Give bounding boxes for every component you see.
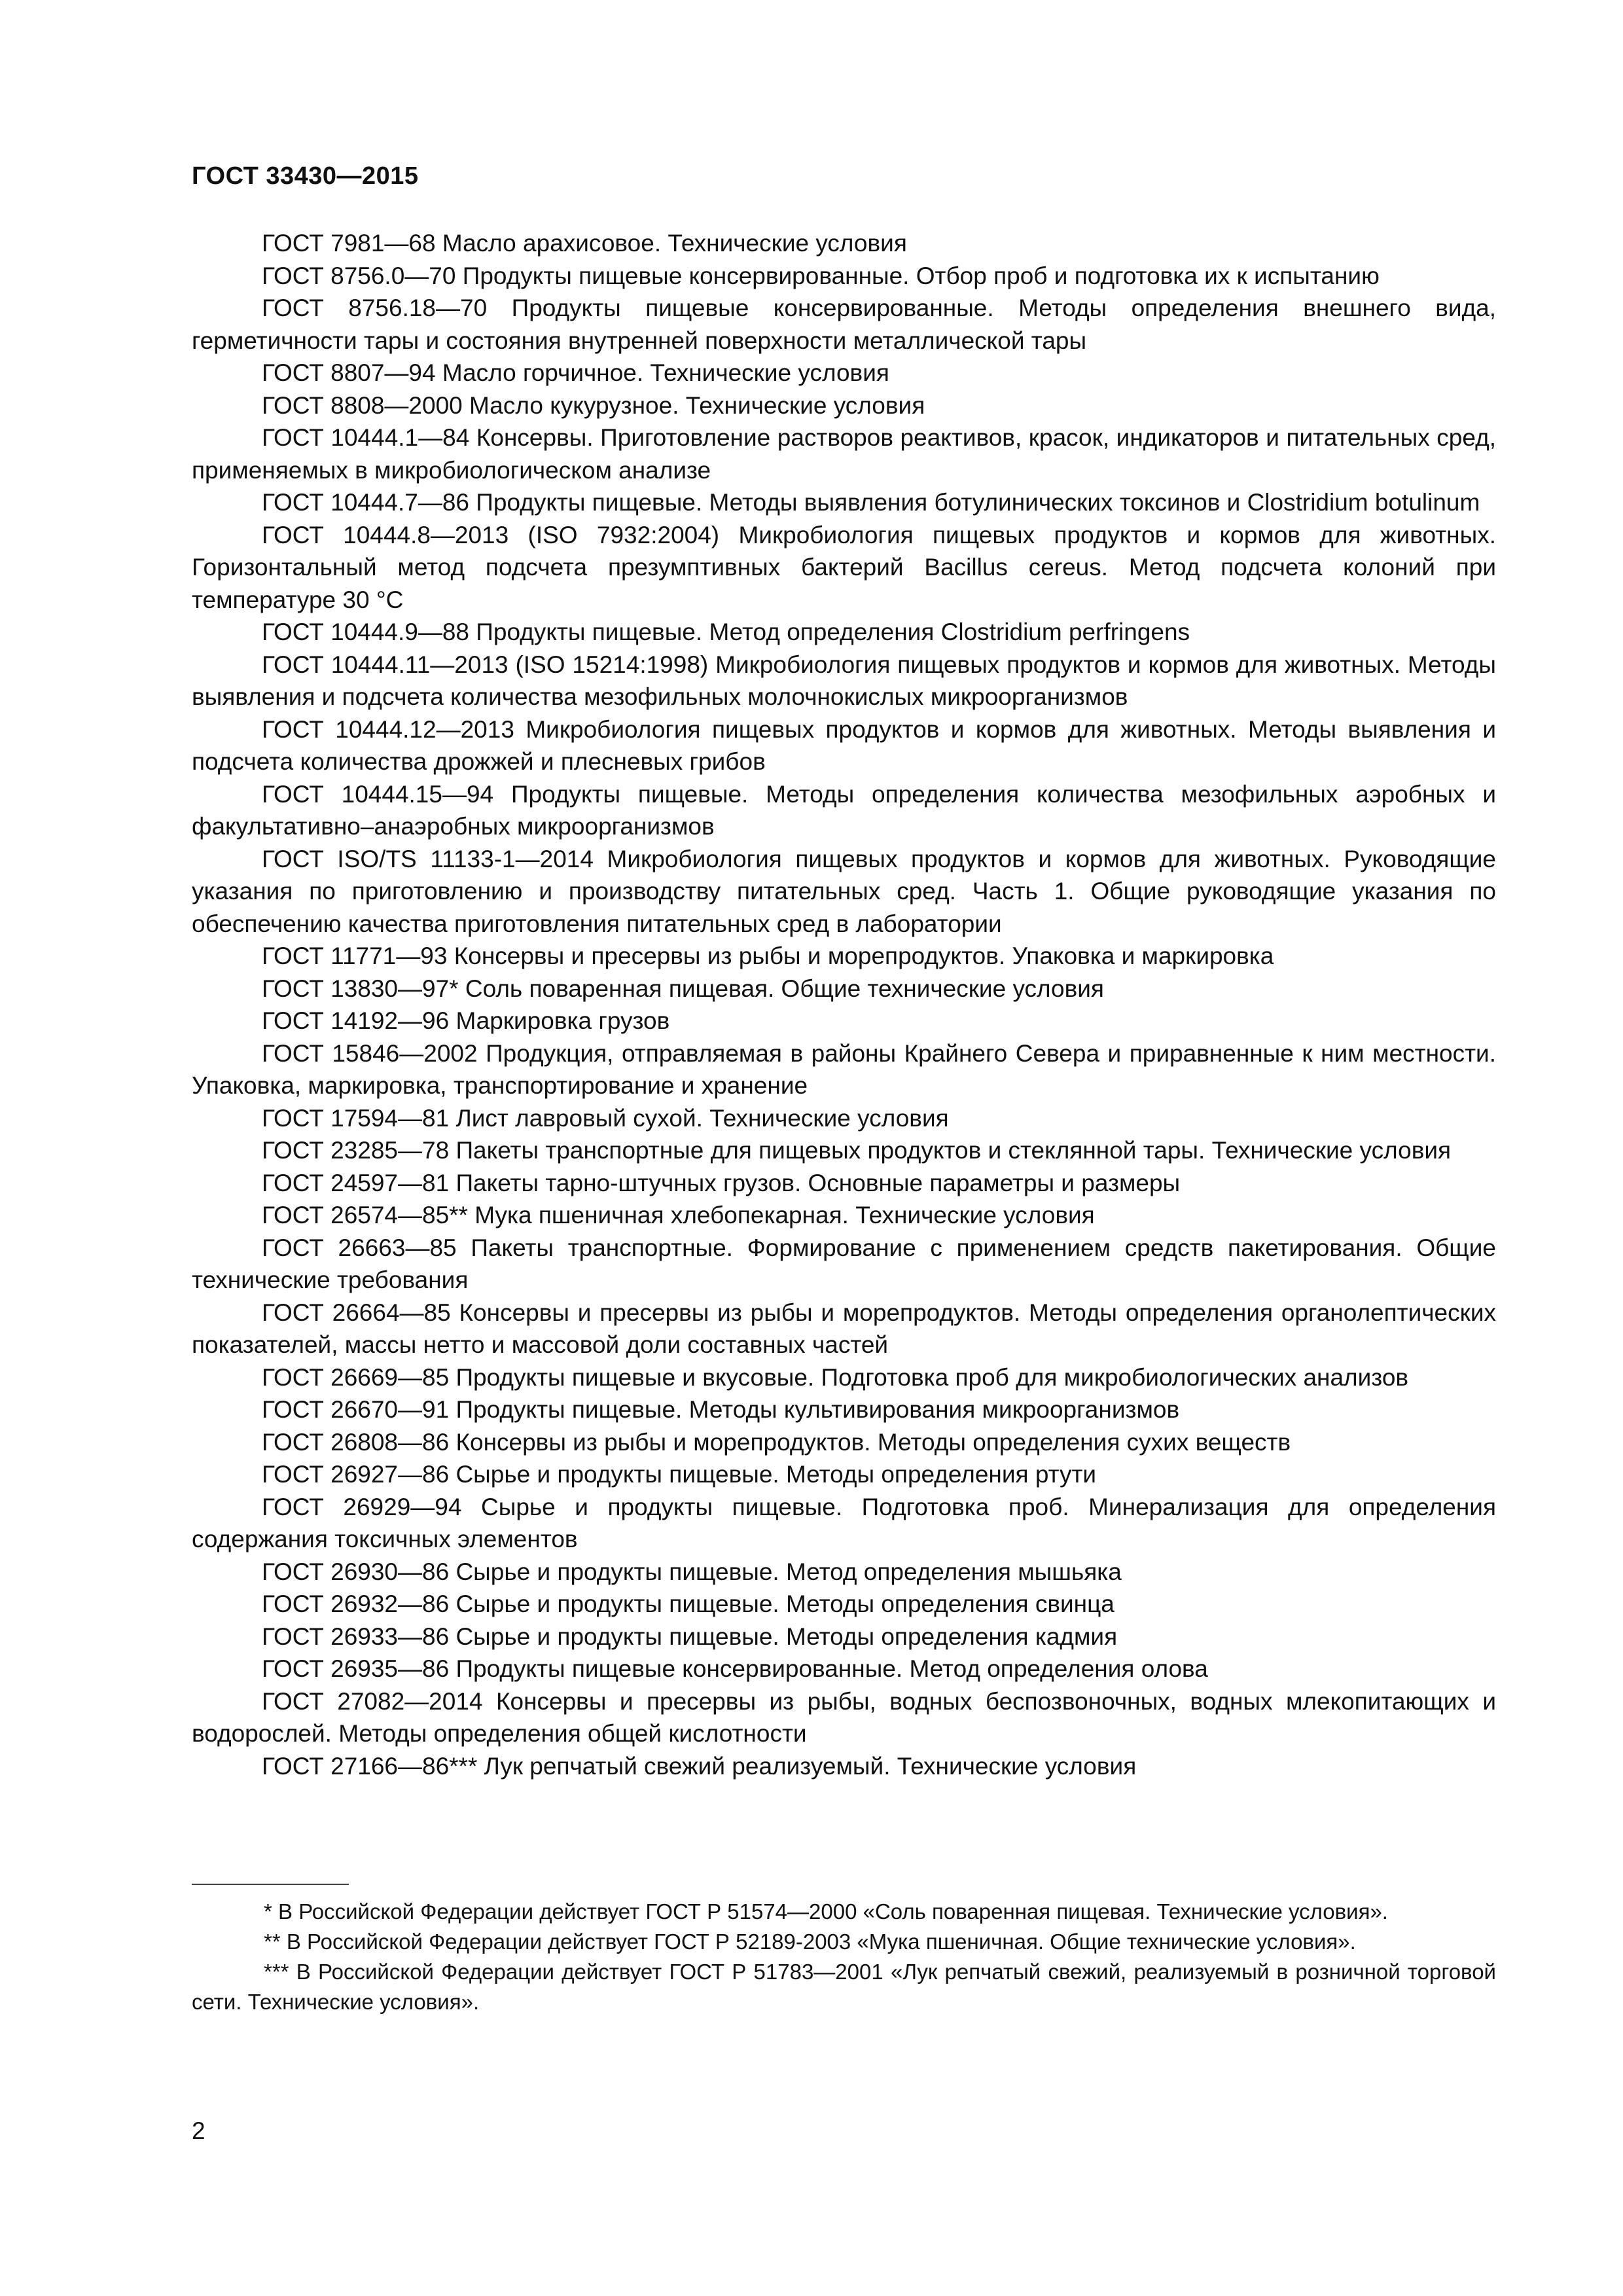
reference-entry xyxy=(192,357,1496,389)
footnote-3: *** В Российской Федерации действует ГОСТ Р 51783—2001 «Лук репчатый свежий, реализуемый в розничной торговой сети. Технические условия». xyxy=(192,1960,1496,2014)
reference-code: ГОСТ 27166—86*** xyxy=(262,1752,478,1780)
document-header: ГОСТ 33430—2015 xyxy=(192,162,419,190)
reference-entry xyxy=(192,1199,1496,1232)
reference-code: ГОСТ 26670—91 xyxy=(262,1396,450,1423)
reference-title: Продукты пищевые. Метод определения Clostridium perfringens xyxy=(476,619,1190,645)
reference-code: ГОСТ 26935—86 xyxy=(262,1655,450,1682)
reference-entry xyxy=(192,616,1496,649)
reference-code: ГОСТ 26669—85 xyxy=(262,1363,450,1391)
reference-code: ГОСТ 23285—78 xyxy=(262,1137,450,1164)
reference-code: ГОСТ 10444.1—84 xyxy=(262,424,470,451)
reference-title: Масло кукурузное. Технические условия xyxy=(469,391,925,419)
reference-title: Сырье и продукты пищевые. Методы определения ртути xyxy=(455,1461,1097,1488)
reference-code: ГОСТ 10444.8—2013 (ISO 7932:2004) xyxy=(262,521,720,548)
reference-title: Микробиология пищевых продуктов и кормов для животных. Руководящие указания по приготовлению и производству питательных сред. Часть 1. Общие руководящие указания по обеспечению качества приготовления питательных сред в лаборатории xyxy=(192,845,1497,937)
reference-code: ГОСТ 14192—96 xyxy=(262,1007,450,1034)
reference-title: Сырье и продукты пищевые. Методы определения свинца xyxy=(455,1590,1115,1617)
reference-title: Масло горчичное. Технические условия xyxy=(442,359,889,386)
reference-code: ГОСТ 8808—2000 xyxy=(262,391,463,419)
reference-title: Консервы. Приготовление растворов реактивов, красок, индикаторов и питательных сред, применяемых в микробиологическом анализе xyxy=(192,424,1497,484)
reference-title: Соль поваренная пищевая. Общие технические условия xyxy=(465,975,1104,1002)
reference-entry xyxy=(192,1232,1496,1297)
reference-code: ГОСТ 11771—93 xyxy=(262,942,448,969)
reference-code: ГОСТ 26664—85 xyxy=(262,1299,451,1326)
reference-entry xyxy=(192,1556,1496,1588)
reference-code: ГОСТ 8756.18—70 xyxy=(262,295,488,321)
reference-title: Консервы из рыбы и морепродуктов. Методы определения сухих веществ xyxy=(455,1428,1291,1456)
reference-code: ГОСТ 10444.15—94 xyxy=(262,780,494,808)
reference-entry xyxy=(192,422,1496,486)
reference-code: ГОСТ 26929—94 xyxy=(262,1493,462,1520)
reference-code: ГОСТ 26574—85** xyxy=(262,1202,468,1229)
reference-entry xyxy=(192,1037,1496,1102)
reference-entry xyxy=(192,1134,1496,1167)
reference-code: ГОСТ 24597—81 xyxy=(262,1169,450,1196)
reference-entry xyxy=(192,1653,1496,1685)
reference-code: ГОСТ 10444.7—86 xyxy=(262,489,470,516)
reference-code: ГОСТ 26933—86 xyxy=(262,1623,450,1650)
reference-entry xyxy=(192,1458,1496,1491)
reference-entry xyxy=(192,486,1496,519)
reference-entry xyxy=(192,1393,1496,1426)
reference-title: Консервы и пресервы из рыбы, водных беспозвоночных, водных млекопитающих и водорослей. Методы определения общей кислотности xyxy=(192,1687,1497,1747)
reference-entry xyxy=(192,292,1496,357)
reference-title: Микробиология пищевых продуктов и кормов для животных. Горизонтальный метод подсчета презумптивных бактерий Bacillus cereus. Метод подсчета колоний при температуре 30 °С xyxy=(192,521,1496,613)
reference-title: Мука пшеничная хлебопекарная. Технические условия xyxy=(474,1202,1095,1229)
footnote-divider xyxy=(192,1884,349,1885)
reference-entry xyxy=(192,778,1496,843)
reference-entry xyxy=(192,713,1496,778)
reference-title: Маркировка грузов xyxy=(455,1007,670,1034)
reference-code: ГОСТ 8807—94 xyxy=(262,359,436,386)
footnotes xyxy=(192,1897,1496,2017)
reference-title: Продукты пищевые консервированные. Отбор проб и подготовка их к испытанию xyxy=(462,262,1380,289)
reference-title: Сырье и продукты пищевые. Метод определения мышьяка xyxy=(455,1558,1122,1585)
reference-code: ГОСТ 17594—81 xyxy=(262,1104,450,1132)
page-number: 2 xyxy=(192,2117,205,2144)
reference-entry xyxy=(192,260,1496,293)
reference-entry xyxy=(192,843,1496,941)
reference-entry xyxy=(192,1588,1496,1621)
reference-entry xyxy=(192,1685,1496,1750)
reference-entry xyxy=(192,973,1496,1005)
reference-title: Консервы и пресервы из рыбы и морепродуктов. Методы определения органолептических показателей, массы нетто и массовой доли составных частей xyxy=(192,1299,1496,1358)
reference-code: ГОСТ 15846—2002 xyxy=(262,1039,478,1067)
reference-code: ГОСТ 27082—2014 xyxy=(262,1687,483,1715)
reference-code: ГОСТ ISO/TS 11133-1—2014 xyxy=(262,845,594,872)
reference-title: Продукты пищевые. Методы определения количества мезофильных аэробных и факультативно–анаэробных микроорганизмов xyxy=(192,780,1496,840)
reference-title: Сырье и продукты пищевые. Методы определения кадмия xyxy=(455,1623,1118,1650)
reference-code: ГОСТ 26808—86 xyxy=(262,1428,450,1456)
reference-title: Продукция, отправляемая в районы Крайнего Севера и приравненные к ним местности. Упаковка, маркировка, транспортирование и хранение xyxy=(192,1039,1497,1099)
reference-code: ГОСТ 26930—86 xyxy=(262,1558,450,1585)
reference-code: ГОСТ 7981—68 xyxy=(262,230,436,257)
reference-code: ГОСТ 10444.12—2013 xyxy=(262,715,514,743)
normative-references-list xyxy=(192,227,1496,1782)
reference-title: Пакеты транспортные. Формирование с применением средств пакетирования. Общие технические требования xyxy=(192,1234,1496,1293)
reference-title: Продукты пищевые и вкусовые. Подготовка проб для микробиологических анализов xyxy=(455,1363,1409,1391)
reference-title: Микробиология пищевых продуктов и кормов для животных. Методы выявления и подсчета количества дрожжей и плесневых грибов xyxy=(192,715,1496,775)
reference-title: Микробиология пищевых продуктов и кормов для животных. Методы выявления и подсчета количества мезофильных молочнокислых микроорганизмов xyxy=(192,651,1496,710)
reference-entry xyxy=(192,1297,1496,1361)
reference-code: ГОСТ 13830—97* xyxy=(262,975,459,1002)
reference-title: Продукты пищевые консервированные. Методы определения внешнего вида, герметичности тары и состояния внутренней поверхности металлической тары xyxy=(192,295,1497,354)
reference-entry xyxy=(192,519,1496,617)
reference-entry xyxy=(192,389,1496,422)
reference-entry xyxy=(192,1167,1496,1200)
reference-code: ГОСТ 8756.0—70 xyxy=(262,262,456,289)
reference-entry xyxy=(192,227,1496,260)
reference-entry xyxy=(192,649,1496,713)
reference-title: Лист лавровый сухой. Технические условия xyxy=(455,1104,949,1132)
reference-entry xyxy=(192,1102,1496,1135)
reference-entry xyxy=(192,1005,1496,1037)
reference-title: Сырье и продукты пищевые. Подготовка проб. Минерализация для определения содержания токсичных элементов xyxy=(192,1493,1497,1552)
reference-code: ГОСТ 10444.9—88 xyxy=(262,619,470,645)
reference-entry xyxy=(192,1750,1496,1783)
reference-code: ГОСТ 10444.11—2013 (ISO 15214:1998) xyxy=(262,651,709,678)
reference-entry xyxy=(192,1361,1496,1394)
reference-title: Масло арахисовое. Технические условия xyxy=(442,230,907,257)
reference-entry xyxy=(192,1426,1496,1459)
reference-title: Пакеты транспортные для пищевых продуктов и стеклянной тары. Технические условия xyxy=(455,1137,1452,1164)
reference-title: Продукты пищевые. Методы культивирования микроорганизмов xyxy=(455,1396,1180,1423)
reference-entry xyxy=(192,940,1496,973)
reference-title: Продукты пищевые консервированные. Метод определения олова xyxy=(455,1655,1208,1682)
reference-title: Продукты пищевые. Методы выявления ботулинических токсинов и Clostridium botulinum xyxy=(476,489,1480,516)
reference-entry xyxy=(192,1621,1496,1653)
reference-title: Пакеты тарно-штучных грузов. Основные параметры и размеры xyxy=(455,1169,1181,1196)
reference-title: Консервы и пресервы из рыбы и морепродуктов. Упаковка и маркировка xyxy=(454,942,1274,969)
reference-code: ГОСТ 26932—86 xyxy=(262,1590,450,1617)
reference-title: Лук репчатый свежий реализуемый. Технические условия xyxy=(484,1752,1137,1780)
footnote-2: ** В Российской Федерации действует ГОСТ Р 52189-2003 «Мука пшеничная. Общие технические условия». xyxy=(264,1929,1356,1954)
reference-code: ГОСТ 26663—85 xyxy=(262,1234,457,1261)
reference-code: ГОСТ 26927—86 xyxy=(262,1461,450,1488)
footnote-1: * В Российской Федерации действует ГОСТ Р 51574—2000 «Соль поваренная пищевая. Технические условия». xyxy=(264,1899,1388,1924)
reference-entry xyxy=(192,1491,1496,1556)
